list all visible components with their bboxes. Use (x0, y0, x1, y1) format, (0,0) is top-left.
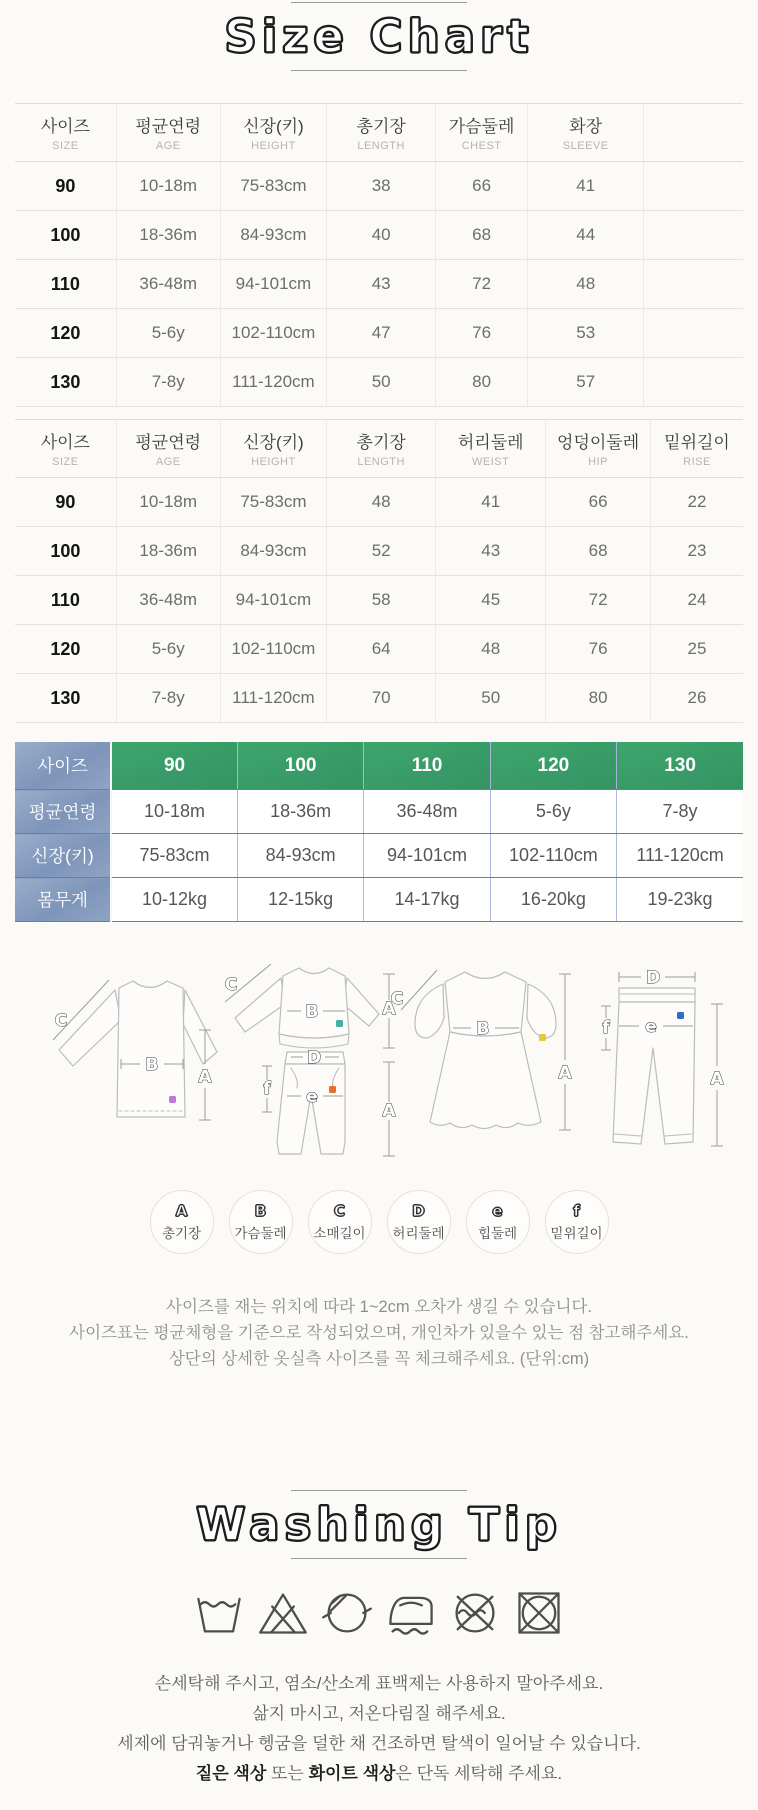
measure-label-a5: A (710, 1069, 724, 1089)
table-cell: 10-18m (116, 478, 220, 527)
size-value-cell: 120 (15, 309, 116, 358)
size-value-cell: 90 (15, 162, 116, 211)
measure-label-e2: e (645, 1017, 657, 1037)
legend-letter: e (492, 1201, 503, 1220)
size-value-cell: 120 (15, 625, 116, 674)
column-header (220, 104, 326, 162)
column-header-ko: 신장(키) (243, 117, 304, 136)
table-cell: 111-120cm (220, 358, 326, 407)
column-header-en: SLEEVE (562, 140, 609, 152)
summary-row-label: 신장(키) (15, 834, 111, 878)
table-cell: 94-101cm (220, 260, 326, 309)
summary-cell: 19-23kg (617, 878, 743, 922)
table-cell (644, 211, 743, 260)
table-row (15, 478, 743, 527)
summary-size-header: 130 (617, 742, 743, 790)
column-header-en: RISE (683, 456, 711, 468)
table-cell: 58 (327, 576, 436, 625)
measure-label-d: D (306, 1048, 322, 1068)
sweatsuit-sketch (225, 964, 397, 1156)
table-cell: 111-120cm (220, 674, 326, 723)
measure-label-b2: B (305, 1002, 319, 1022)
emphasis-text: 화이트 색상 (308, 1764, 396, 1783)
table-row (15, 527, 743, 576)
table-cell (644, 309, 743, 358)
summary-cell: 94-101cm (364, 834, 490, 878)
column-header (327, 104, 436, 162)
size-table-bottom (15, 419, 743, 723)
no-dry-clean-icon (321, 1589, 373, 1637)
column-header (15, 420, 116, 478)
column-header (327, 420, 436, 478)
header-row (15, 420, 743, 478)
legend-item (229, 1190, 293, 1254)
table-row (15, 576, 743, 625)
table-cell: 68 (546, 527, 651, 576)
title-bottom-rule (291, 70, 467, 71)
measure-label-f2: f (602, 1018, 610, 1038)
table-cell: 84-93cm (220, 527, 326, 576)
legend-item (150, 1190, 214, 1254)
summary-cell: 7-8y (617, 790, 743, 834)
table-row (15, 358, 743, 407)
measure-label-c: C (54, 1011, 68, 1031)
summary-cell: 14-17kg (364, 878, 490, 922)
summary-row (15, 834, 743, 878)
table-cell (644, 162, 743, 211)
column-header-ko: 사이즈 (40, 433, 90, 452)
table-cell: 48 (327, 478, 436, 527)
table-cell: 68 (436, 211, 528, 260)
column-header-en: LENGTH (357, 456, 405, 468)
column-header (651, 420, 744, 478)
no-wring-icon (449, 1589, 501, 1637)
no-bleach-icon (257, 1589, 309, 1637)
size-value-cell: 90 (15, 478, 116, 527)
table-row (15, 260, 743, 309)
table-cell: 84-93cm (220, 211, 326, 260)
measure-label-f: f (263, 1079, 271, 1099)
column-header-en: SIZE (52, 140, 79, 152)
summary-cell: 12-15kg (237, 878, 363, 922)
table-cell: 41 (527, 162, 643, 211)
summary-table (15, 742, 743, 922)
garment-diagram (15, 950, 743, 1190)
table-cell: 94-101cm (220, 576, 326, 625)
column-header-ko: 가슴둘레 (448, 117, 515, 136)
table-cell: 7-8y (116, 674, 220, 723)
table-cell: 22 (651, 478, 744, 527)
table-cell: 45 (436, 576, 546, 625)
size-value-cell: 130 (15, 674, 116, 723)
column-header (527, 104, 643, 162)
title-top-rule (291, 2, 467, 3)
plain-text: 또는 (266, 1764, 309, 1783)
summary-cell: 84-93cm (237, 834, 363, 878)
washing-note-line: 세제에 담궈놓거나 헹굼을 덜한 채 건조하면 탈색이 일어날 수 있습니다. (117, 1734, 641, 1753)
washing-note-line: 삶지 마시고, 저온다림질 해주세요. (252, 1704, 506, 1723)
summary-cell: 75-83cm (111, 834, 237, 878)
measure-label-b: B (145, 1055, 159, 1075)
column-header-ko: 사이즈 (40, 117, 90, 136)
table-cell: 5-6y (116, 625, 220, 674)
washing-note-line-emphasis (15, 1759, 743, 1789)
size-value-cell: 110 (15, 576, 116, 625)
table-cell: 50 (327, 358, 436, 407)
legend-label: 총기장 (161, 1225, 202, 1241)
table-cell: 36-48m (116, 576, 220, 625)
column-header-ko: 평균연령 (135, 433, 202, 452)
table-cell: 75-83cm (220, 162, 326, 211)
washing-tip-title-block (15, 1488, 743, 1559)
washing-tip-title: Washing Tip (196, 1498, 562, 1551)
measure-label-c3: C (390, 989, 404, 1009)
note-line: 사이즈표는 평균체형을 기준으로 작성되었으며, 개인차가 있을수 있는 점 참고해주세요. (69, 1324, 689, 1342)
legend-letter: B (254, 1201, 267, 1220)
legend-label: 가슴둘레 (234, 1225, 287, 1241)
column-header-en: WEIST (472, 456, 510, 468)
table-cell: 23 (651, 527, 744, 576)
table-cell: 48 (436, 625, 546, 674)
column-header (116, 420, 220, 478)
table-cell: 102-110cm (220, 625, 326, 674)
legend-item (466, 1190, 530, 1254)
summary-row-label: 평균연령 (15, 790, 111, 834)
column-header-ko: 허리둘레 (457, 433, 524, 452)
summary-header-row (15, 742, 743, 790)
table-cell: 43 (327, 260, 436, 309)
column-header-ko: 화장 (569, 117, 603, 136)
table-cell: 76 (546, 625, 651, 674)
size-chart-title-block (15, 0, 743, 71)
table-cell: 66 (546, 478, 651, 527)
legend-item (387, 1190, 451, 1254)
table-row (15, 162, 743, 211)
table-cell: 44 (527, 211, 643, 260)
table-cell: 70 (327, 674, 436, 723)
plain-text: 은 단독 세탁해 주세요. (395, 1764, 563, 1783)
table-cell: 5-6y (116, 309, 220, 358)
column-header (436, 104, 528, 162)
washing-title-bottom-rule (291, 1558, 467, 1559)
no-tumble-dry-icon (513, 1589, 565, 1637)
leggings-sketch (601, 968, 724, 1146)
summary-cell: 18-36m (237, 790, 363, 834)
table-cell: 80 (436, 358, 528, 407)
column-header (15, 104, 116, 162)
note-line: 상단의 상세한 옷실측 사이즈를 꼭 체크해주세요. (단위:cm) (168, 1350, 590, 1368)
table-row (15, 625, 743, 674)
table-cell (644, 358, 743, 407)
header-row (15, 104, 743, 162)
table-cell: 80 (546, 674, 651, 723)
measure-label-a4: A (558, 1063, 572, 1083)
table-cell: 64 (327, 625, 436, 674)
legend-label: 밑위길이 (550, 1225, 603, 1241)
table-row (15, 674, 743, 723)
emphasis-text: 짙은 색상 (195, 1764, 267, 1783)
summary-size-header: 120 (490, 742, 616, 790)
legend-label: 소매길이 (313, 1225, 366, 1241)
size-table-top (15, 103, 743, 407)
measure-label-b3: B (476, 1019, 490, 1039)
table-cell: 10-18m (116, 162, 220, 211)
table-cell: 57 (527, 358, 643, 407)
column-header-en: AGE (155, 456, 181, 468)
column-header-ko: 총기장 (356, 433, 406, 452)
column-header-en: HIP (588, 456, 608, 468)
table-cell: 24 (651, 576, 744, 625)
summary-cell: 111-120cm (617, 834, 743, 878)
column-header-ko: 신장(키) (243, 433, 304, 452)
summary-cell: 10-18m (111, 790, 237, 834)
size-value-cell: 130 (15, 358, 116, 407)
table-cell: 18-36m (116, 527, 220, 576)
legend-letter: C (333, 1201, 345, 1220)
hand-wash-icon (193, 1589, 245, 1637)
size-value-cell: 100 (15, 211, 116, 260)
measure-label-c2: C (224, 975, 238, 995)
table-cell: 38 (327, 162, 436, 211)
table-cell: 102-110cm (220, 309, 326, 358)
tee-sketch (53, 980, 217, 1120)
washing-note-line: 손세탁해 주시고, 염소/산소계 표백제는 사용하지 말아주세요. (154, 1674, 604, 1693)
table-cell: 43 (436, 527, 546, 576)
column-header-en: HEIGHT (251, 140, 296, 152)
table-cell: 72 (436, 260, 528, 309)
table-cell: 47 (327, 309, 436, 358)
summary-size-header: 110 (364, 742, 490, 790)
table-cell: 18-36m (116, 211, 220, 260)
table-cell: 36-48m (116, 260, 220, 309)
column-header (644, 104, 743, 162)
summary-cell: 16-20kg (490, 878, 616, 922)
table-cell: 76 (436, 309, 528, 358)
summary-row-label: 몸무게 (15, 878, 111, 922)
table-cell (644, 260, 743, 309)
washing-notes (15, 1669, 743, 1789)
column-header-ko: 총기장 (356, 117, 406, 136)
column-header (116, 104, 220, 162)
column-header-en: AGE (155, 140, 181, 152)
measure-label-a2: A (382, 999, 396, 1019)
measure-legend (15, 1190, 743, 1254)
measure-label-a: A (198, 1067, 212, 1087)
measure-label-d2: D (645, 968, 661, 988)
legend-label: 허리둘레 (392, 1225, 445, 1241)
note-line: 사이즈를 재는 위치에 따라 1~2cm 오차가 생길 수 있습니다. (166, 1298, 592, 1316)
summary-cell: 36-48m (364, 790, 490, 834)
size-value-cell: 100 (15, 527, 116, 576)
summary-size-header: 90 (111, 742, 237, 790)
table-cell: 50 (436, 674, 546, 723)
column-header-en: CHEST (461, 140, 502, 152)
legend-item (308, 1190, 372, 1254)
column-header-ko: 평균연령 (135, 117, 202, 136)
table-cell: 48 (527, 260, 643, 309)
measure-label-e: e (306, 1087, 318, 1107)
table-row (15, 211, 743, 260)
summary-cell: 5-6y (490, 790, 616, 834)
summary-row (15, 878, 743, 922)
table-cell: 7-8y (116, 358, 220, 407)
dress-sketch (391, 970, 573, 1130)
column-header-en: LENGTH (357, 140, 405, 152)
column-header-en: HEIGHT (251, 456, 296, 468)
washing-care-icons (15, 1589, 743, 1637)
table-cell: 25 (651, 625, 744, 674)
column-header (436, 420, 546, 478)
legend-letter: f (573, 1201, 580, 1220)
column-header-ko: 밑위길이 (664, 433, 730, 452)
summary-cell: 102-110cm (490, 834, 616, 878)
column-header (546, 420, 651, 478)
column-header (220, 420, 326, 478)
table-cell: 66 (436, 162, 528, 211)
measure-label-a3: A (382, 1101, 396, 1121)
table-cell: 26 (651, 674, 744, 723)
legend-letter: D (412, 1201, 425, 1220)
column-header-en: SIZE (52, 456, 79, 468)
iron-icon (385, 1589, 437, 1637)
table-cell: 72 (546, 576, 651, 625)
size-chart-title: Size Chart (224, 10, 534, 63)
table-row (15, 309, 743, 358)
column-header-ko: 엉덩이둘레 (557, 433, 640, 452)
summary-row (15, 790, 743, 834)
table-cell: 75-83cm (220, 478, 326, 527)
size-value-cell: 110 (15, 260, 116, 309)
table-cell: 41 (436, 478, 546, 527)
table-cell: 40 (327, 211, 436, 260)
legend-item (545, 1190, 609, 1254)
legend-letter: A (175, 1201, 188, 1220)
table-cell: 52 (327, 527, 436, 576)
legend-label: 힙둘레 (477, 1225, 518, 1241)
summary-cell: 10-12kg (111, 878, 237, 922)
garment-diagram-svg (15, 950, 743, 1185)
table-cell: 53 (527, 309, 643, 358)
size-notes (15, 1294, 743, 1372)
summary-corner-cell: 사이즈 (15, 742, 111, 790)
washing-title-top-rule (291, 1490, 467, 1491)
summary-size-header: 100 (237, 742, 363, 790)
